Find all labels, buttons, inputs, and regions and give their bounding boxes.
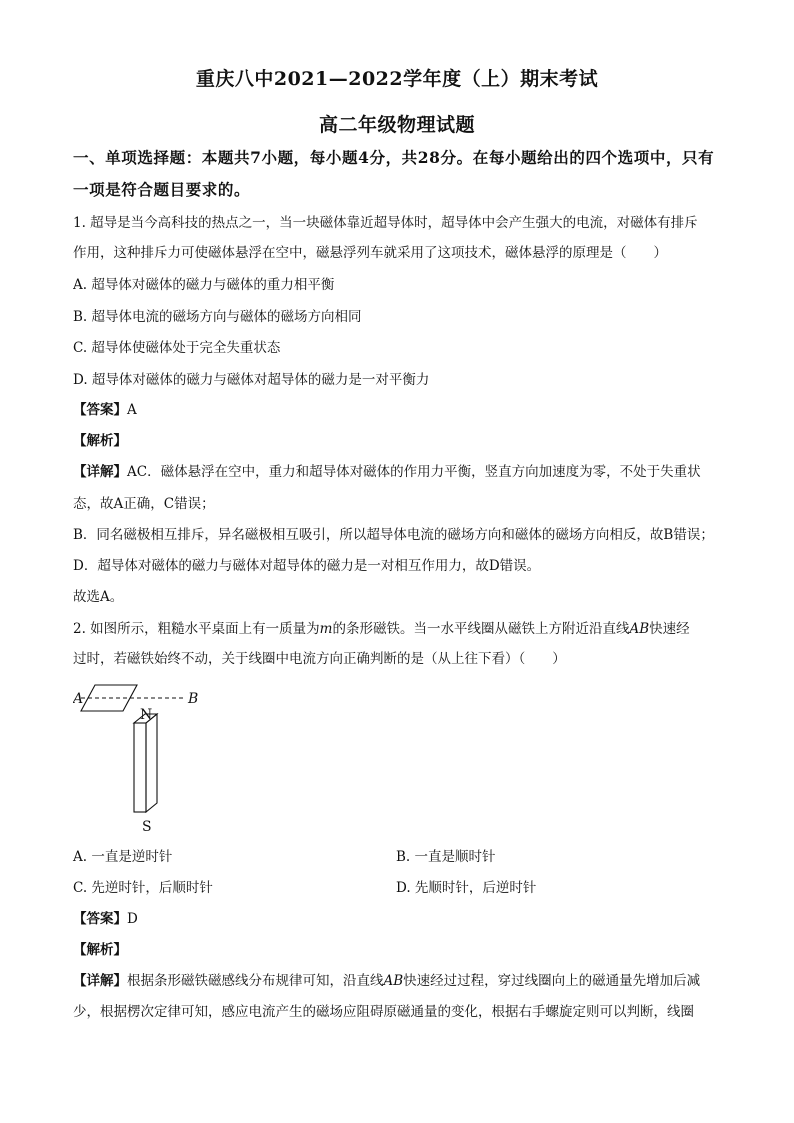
section-heading-line1: 一、单项选择题：本题共7小题，每小题4分，共28分。在每小题给出的四个选项中，只有 xyxy=(73,148,715,167)
q1-answer xyxy=(73,400,723,420)
q2-stem-part-b: 的条形磁铁。当一水平线圈从磁铁上方附近沿直线 xyxy=(332,621,630,637)
section-heading-line2: 一项是符合题目要求的。 xyxy=(73,180,251,199)
label-b: B xyxy=(188,691,199,707)
q2-stem-line1 xyxy=(73,619,723,639)
q1-detail-line4: D．超导体对磁体的磁力与磁体对超导体的磁力是一对相互作用力，故D错误。 xyxy=(73,558,541,574)
detail-var-ab: AB xyxy=(383,973,404,989)
q1-detail-line2: 态，故A正确，C错误； xyxy=(73,496,215,512)
detail-tag: 【详解】 xyxy=(73,973,127,989)
q1-stem-line2: 作用，这种排斥力可使磁体悬浮在空中，磁悬浮列车就采用了这项技术，磁体悬浮的原理是（ ） xyxy=(73,245,667,261)
detail-text: AC．磁体悬浮在空中，重力和超导体对磁体的作用力平衡，竖直方向加速度为零，不处于失重状 xyxy=(127,464,701,480)
magnet-front-face xyxy=(134,723,146,812)
label-s: S xyxy=(142,819,152,833)
label-a: A xyxy=(73,691,84,707)
analysis-tag: 【解析】 xyxy=(73,433,127,449)
detail-text-b: 快速经过过程，穿过线圈向上的磁通量先增加后减 xyxy=(403,973,701,989)
q2-analysis-tag xyxy=(73,940,723,960)
q1-option-c: C. 超导体使磁体处于完全失重状态 xyxy=(73,340,281,356)
q2-option-b: B. 一直是顺时针 xyxy=(396,849,496,865)
q2-option-a: A. 一直是逆时针 xyxy=(73,849,173,865)
answer-tag: 【答案】 xyxy=(73,402,127,418)
q2-var-m: m xyxy=(319,621,333,637)
exam-title: 重庆八中2021—2022学年度（上）期末考试 xyxy=(195,68,599,90)
q1-conclusion: 故选A。 xyxy=(73,589,124,605)
detail-text-a: 根据条形磁铁磁感线分布规律可知，沿直线 xyxy=(127,973,384,989)
q1-option-d: D. 超导体对磁体的磁力与磁体对超导体的磁力是一对平衡力 xyxy=(73,372,430,388)
q2-detail-line1 xyxy=(73,971,723,991)
q2-stem-line2: 过时，若磁铁始终不动，关于线圈中电流方向正确判断的是（从上往下看）（ ） xyxy=(73,651,566,667)
q2-detail-line2: 少，根据楞次定律可知，感应电流产生的磁场应阻碍原磁通量的变化，根据右手螺旋定则可以判断，线圈 xyxy=(73,1004,694,1020)
magnet-coil-diagram xyxy=(73,683,213,833)
q1-stem-line1: 1. 超导是当今高科技的热点之一，当一块磁体靠近超导体时，超导体中会产生强大的电流，对磁体有排斥 xyxy=(73,215,698,231)
label-n: N xyxy=(140,707,153,723)
q2-stem-part-a: 2. 如图所示，粗糙水平桌面上有一质量为 xyxy=(73,621,320,637)
q1-analysis-tag xyxy=(73,431,723,451)
q2-var-ab: AB xyxy=(629,621,650,637)
answer-value: A xyxy=(127,402,137,418)
q2-stem-part-c: 快速经 xyxy=(649,621,690,637)
q1-option-a: A. 超导体对磁体的磁力与磁体的重力相平衡 xyxy=(73,277,335,293)
q1-detail-line1 xyxy=(73,462,723,482)
exam-subtitle: 高二年级物理试题 xyxy=(318,114,475,136)
answer-tag: 【答案】 xyxy=(73,911,127,927)
answer-value: D xyxy=(127,911,138,927)
q2-option-d: D. 先顺时针，后逆时针 xyxy=(396,880,537,896)
analysis-tag: 【解析】 xyxy=(73,942,127,958)
magnet-side-face xyxy=(146,714,157,812)
q2-answer xyxy=(73,909,723,929)
q1-detail-line3: B．同名磁极相互排斥，异名磁极相互吸引，所以超导体电流的磁场方向和磁体的磁场方向相反，故B错误； xyxy=(73,527,714,543)
q2-option-c: C. 先逆时针，后顺时针 xyxy=(73,880,213,896)
detail-tag: 【详解】 xyxy=(73,464,127,480)
q1-option-b: B. 超导体电流的磁场方向与磁体的磁场方向相同 xyxy=(73,309,362,325)
